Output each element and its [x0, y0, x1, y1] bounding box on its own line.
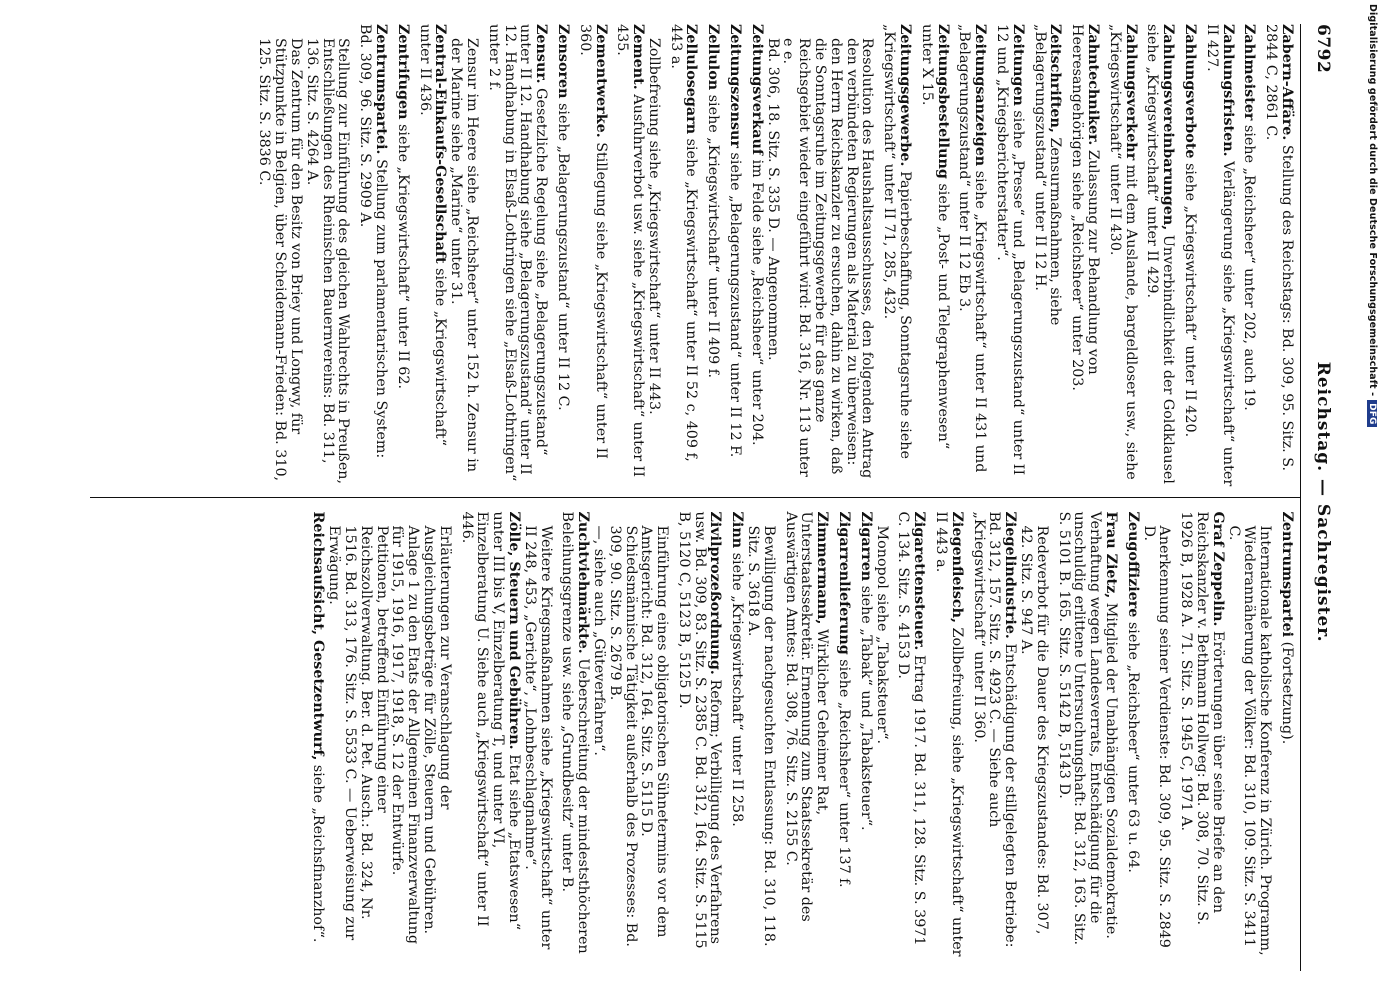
index-entry: [1124, 512, 1140, 962]
entry-heading: Zigarren: [857, 511, 874, 582]
entry-text: siehe „Presse“ und „Belagerungszustand“ unter II 12 und „Kriegsberichterstatter“.: [994, 24, 1026, 476]
entry-text: Wirklicher Geheimer Rat, Unterstaatssekretär. Ernennung zum Staatssekretär des Auswärtigen Amtes: Bd. 308, 76. Sitz. S. 2155 C.: [782, 511, 831, 922]
entry-text: Internationale katholische Konferenz in Zürich. Programm, Wiederannäherung der Völker: Bd. 310, 109. Sitz. S. 3411 C.: [1225, 525, 1274, 956]
index-entry: [675, 512, 722, 962]
entry-text: Gesetzliche Regelung siehe „Belagerungszustand“ unter II 12. Handhabung siehe „Belagerungszustand“ unter II 12. Handhabung in Elsaß-Lothringen siehe „Elsaß-Lothringen“ unter 2 f.: [485, 24, 550, 482]
index-entry: [970, 512, 1017, 962]
entry-heading: Zement.: [630, 24, 647, 90]
index-entry: [764, 38, 780, 487]
index-entry: [458, 512, 521, 962]
entry-heading: Zuchtviehmärkte.: [575, 511, 592, 654]
index-entry: [744, 526, 776, 962]
index-entry: [325, 526, 388, 962]
entry-heading: Graf Zeppelin.: [1209, 511, 1226, 627]
index-entry: [895, 512, 927, 962]
running-head: [1300, 24, 1333, 971]
index-entry: [1106, 24, 1138, 487]
entry-text: Petitionen, betreffend Einführung einer Reichszollverwaltung. Ber. d. Pet. Ausch.: Bd. 324, Nr. 1516. Bd. 313, 176. Sitz. S. 5533 C. — Ueberweisung zur Erwägung.: [326, 525, 390, 941]
entry-heading: Zellulon: [705, 24, 722, 91]
entry-text: Bewilligung der nachgesuchten Entlassung: Bd. 310, 118. Sitz. S. 3618 A.: [745, 525, 777, 947]
index-entry: [1140, 526, 1172, 962]
index-entry: [1278, 512, 1294, 962]
entry-text: siehe „Kriegswirtschaft“ unter II 431 und „Belagerungszustand“ unter II 12 Eb 3.: [956, 24, 989, 473]
entry-text: Entschädigung der stillgelegten Betriebe: Bd. 312, 157. Sitz. S. 4923 C. — Siehe auch „Kriegswirtschaft“ unter II 360.: [970, 511, 1019, 948]
entry-text: Erläuterungen zur Veranschlagung der Ausgleichungsbeträge für Zölle, Steuern und Gebühren. Anlage 1 zu den Etats der Allgemeinen Finanzverwaltung für 1915, 1916, 1917, 1918, S. 12 der Entwürfe.: [389, 525, 453, 944]
index-entry: [389, 526, 452, 962]
index-entry: [590, 526, 606, 962]
entry-heading: Zentrumspartei.: [372, 24, 389, 155]
entry-heading: Zeugoffiziere: [1124, 511, 1141, 618]
dfg-side-note: [1362, 4, 1382, 804]
entry-text: Einführung eines obligatorischen Sühnetermins vor dem Amtsgericht: Bd. 312, 164. Sitz. S. 5115 D.: [638, 525, 671, 938]
index-entry: [1241, 24, 1257, 487]
entry-heading: Zentrifugen: [394, 24, 411, 120]
entry-text: Stellung zur Einführung des gleichen Wahlrechts in Preußen, Entschließungen des Rheinischen Bauernvereins: Bd. 311, 136. Sitz. S. 4264 A.: [303, 38, 352, 485]
entry-text: Etat siehe „Etatswesen“ unter III bis V, Einzelberatung T, und unter VI, Einzelberatung U. Siehe auch „Kriegswirtschaft“ unter II 446.: [458, 511, 522, 931]
index-entry: [932, 512, 964, 962]
entry-heading: Zahlmeister: [1241, 24, 1258, 121]
entry-heading: Zensoren: [554, 24, 571, 99]
scanned-index-page: [65, 10, 1335, 985]
entry-text: Erörterungen über seine Briefe an den Reichskanzler v. Bethmann Hollweg: Bd. 308, 70. Sitz. S. 1926 B, 1928 A. 71. Sitz. S. 1945 C, 1971 A.: [1178, 511, 1226, 926]
entry-text: Stillegung siehe „Kriegswirtschaft“ unter II 360.: [576, 24, 609, 459]
entry-text: Mitglied der Unabhängigen Sozialdemokratie. Verhaftung wegen Landesverrats, Entschädigung für die unschuldig erlittene Untersuchungshaft: Bd. 312, 163. Sitz. S. 5101 B. 165. Sitz. S. 5142 B, 5143 D.: [1055, 511, 1120, 946]
entry-text: siehe „Reichsheer“ unter 137 f.: [836, 659, 853, 888]
entry-heading: Zivilprozeßordnung.: [707, 511, 724, 675]
entry-heading: Zahlungsverbote: [1182, 24, 1199, 159]
index-entry: [1068, 24, 1100, 487]
index-entry: [1225, 526, 1272, 962]
entry-text: Resolution des Haushaltsausschusses, den folgenden Antrag den verbündeten Regierungen als Material zu überweisen: den Herrn Reichskanzler zu ersuchen, dahin zu wirken, daß die Sonntagsruhe im Zeitungsgewerbe für das ganze Reichsgebiet wieder eingeführt wird: Bd. 316, Nr. 113 unter e e.: [780, 38, 876, 479]
entry-heading: Zellulosegarn: [683, 24, 700, 135]
entry-heading: Zahlungsverkehr: [1122, 24, 1139, 161]
running-head-title: Reichstag. — Sachregister.: [1313, 361, 1333, 643]
right-column: [90, 498, 1300, 972]
index-entry: [356, 24, 388, 487]
entry-heading: Zimmermann,: [814, 511, 831, 625]
entry-text: siehe „Post- und Telegraphenwesen“ unter X 15.: [918, 24, 951, 450]
index-entry: [956, 24, 988, 487]
index-entry: [447, 38, 479, 487]
side-note-text: Digitalisierung gefördert durch die Deutsche Forschungsgemeinschaft -: [1367, 4, 1378, 397]
entry-text: siehe „Belagerungszustand“ unter II 12 F.: [727, 152, 744, 458]
entry-heading: Zeitungsanzeigen: [972, 24, 989, 167]
entry-heading: Zinn: [729, 511, 746, 549]
entry-heading: Zentral-Einkaufs-Gesellschaft: [432, 24, 449, 264]
entry-text: Verlängerung siehe „Kriegswirtschaft“ unter II 427.: [1203, 24, 1236, 487]
index-entry: [705, 24, 721, 487]
index-entry: [638, 526, 670, 962]
entry-text: Zensurmaßnahmen, siehe „Belagerungszustand“ unter II 12 H.: [1031, 24, 1064, 326]
index-entry: [614, 24, 646, 487]
entry-text: Reform; Verbilligung des Verfahrens usw. Bd. 309, 83. Sitz. S. 2385 C. Bd. 312, 164. Sitz. S. 5115 B, 5120 C, 5123 B, 5125 D.: [675, 511, 724, 949]
index-entry: [993, 24, 1025, 487]
index-entry: [416, 24, 448, 487]
entry-heading: Zeitungsbestellung: [934, 24, 951, 179]
entry-text: siehe „Tabak“ und „Tabaksteuer“.: [857, 585, 874, 831]
index-entry: [554, 24, 570, 487]
entry-text: Zensur im Heere siehe „Reichsheer“ unter 152 h. Zensur in der Marine siehe „Marine“ unter 31.: [448, 38, 480, 473]
entry-text: Weitere Kriegsmaßnahmen siehe „Kriegswirtschaft“ unter II 248, 453, „Gerichte“, „Lohnbeschlagnahme“.: [521, 525, 554, 950]
entry-text: Zollbefreiung siehe „Kriegswirtschaft“ unter II 443.: [645, 38, 662, 415]
entry-text: Zulassung zur Behandlung von Heeresangehörigen siehe „Reichsheer“ unter 203.: [1069, 24, 1102, 391]
entry-text: siehe „Kriegswirtschaft“ unter II 62.: [394, 124, 411, 390]
entry-text: mit dem Auslande, bargeldloser usw., siehe „Kriegswirtschaft“ unter II 430.: [1106, 24, 1139, 480]
index-entry: [576, 24, 608, 487]
entry-text: Stellung des Reichstags: Bd. 309, 95. Sitz. S. 2844 C, 2861 C.: [1263, 24, 1295, 472]
entry-text: Schiedsmännische Tätigkeit außerhalb des Prozesses: Bd. 309, 90. Sitz. S. 2679 B.: [606, 525, 639, 947]
index-entry: [559, 512, 591, 962]
index-entry: [1181, 24, 1197, 487]
entry-text: Papierbeschaffung, Sonntagsruhe siehe „Kriegswirtschaft“ unter II 71, 285, 432.: [881, 24, 914, 459]
entry-heading: Reichsaufsicht, Gesetzentwurf,: [310, 511, 327, 761]
index-entry: [303, 38, 350, 487]
entry-heading: Zeitungen: [1009, 24, 1026, 106]
entry-heading: Ziegenfleisch,: [948, 511, 965, 623]
entry-heading: Zeitungsgewerbe.: [897, 24, 914, 167]
index-entry: [1203, 24, 1235, 487]
entry-text: Monopol siehe „Tabaksteuer“.: [873, 525, 890, 745]
index-entry: [606, 526, 638, 962]
entry-text: (Fortsetzung).: [1279, 641, 1295, 745]
entry-heading: Zeitungszensur: [727, 24, 744, 148]
entry-text: siehe „Kriegswirtschaft“ unter II 420.: [1182, 163, 1199, 438]
index-entry: [1177, 512, 1224, 962]
entry-text: siehe „Reichsheer“ unter 202, auch 19.: [1241, 125, 1258, 411]
entry-text: siehe „Reichsheer“ unter 63 u. 64.: [1124, 621, 1141, 873]
entry-heading: Zahlungsfristen.: [1219, 24, 1236, 157]
index-entry: [1031, 24, 1063, 487]
index-entry: [256, 38, 303, 487]
entry-text: siehe „Kriegswirtschaft“ unter II 409 f.: [705, 94, 722, 379]
dfg-logo: DFG: [1367, 400, 1377, 427]
entry-heading: Zigarettensteuer.: [911, 511, 928, 651]
entry-heading: Zahlungsvereinbarungen,: [1160, 24, 1177, 231]
entry-heading: Zensur.: [533, 24, 550, 84]
index-entry: [748, 24, 764, 487]
entry-text: Zollbefreiung, siehe „Kriegswirtschaft“ unter II 443 a.: [933, 511, 965, 957]
entry-text: im Felde siehe „Reichsheer“ unter 204.: [748, 159, 765, 446]
index-entry: [1055, 512, 1118, 962]
index-entry: [485, 24, 548, 487]
left-column: [90, 24, 1300, 498]
entry-text: Unverbindlichkeit der Goldklausel siehe „Kriegswirtschaft“ unter II 429.: [1144, 24, 1177, 484]
entry-text: siehe „Kriegswirtschaft“ unter II 52 c, 409 f, 443 a.: [667, 24, 700, 462]
index-entry: [1144, 24, 1176, 487]
entry-heading: Zahntechniker.: [1085, 24, 1102, 146]
index-entry: [1262, 24, 1294, 487]
index-entry: [782, 512, 829, 962]
index-entry: [394, 24, 410, 487]
entry-heading: Zentrumspartei: [1279, 511, 1295, 638]
index-entry: [521, 526, 553, 962]
index-entry: [857, 512, 873, 962]
index-entry: [918, 24, 950, 487]
entry-text: Stellung zum parlamentarischen System: Bd. 309, 96. Sitz. S. 2909 A.: [357, 24, 389, 459]
entry-heading: Zementwerke.: [592, 24, 609, 138]
entry-heading: Zölle, Steuern und Gebühren.: [505, 511, 522, 750]
index-entry: [835, 512, 851, 962]
entry-heading: Zigarrenlieferung: [836, 511, 853, 655]
index-columns: [90, 24, 1300, 971]
entry-text: Ertrag 1917. Bd. 311, 128. Sitz. S. 3971 C. 134. Sitz. S. 4153 D.: [895, 511, 928, 946]
entry-heading: Zabern-Affäre.: [1279, 24, 1295, 141]
page-number: 6792: [1313, 24, 1333, 74]
index-entry: [1017, 526, 1049, 962]
entry-text: Bd. 306, 18. Sitz. S. 335 D. — Angenommen.: [764, 38, 781, 361]
entry-text: Redeverbot für die Dauer des Kriegszustandes: Bd. 307, 42. Sitz. S. 947 A.: [1018, 525, 1050, 935]
entry-text: Anerkennung seiner Verdienste: Bd. 309, 95. Sitz. S. 2849 D.: [1140, 525, 1173, 948]
entry-text: Ausfuhrverbot usw. siehe „Kriegswirtschaft“ unter II 435.: [614, 24, 647, 477]
index-entry: [310, 512, 326, 962]
index-entry: [780, 38, 875, 487]
entry-heading: Zeitungsverkauf: [748, 24, 765, 156]
index-entry: [873, 526, 889, 962]
index-entry: [729, 512, 745, 962]
entry-heading: Frau Zietz,: [1103, 511, 1120, 599]
entry-heading: Zeitschriften,: [1047, 24, 1064, 133]
entry-text: siehe „Kriegswirtschaft“ unter II 436.: [416, 24, 449, 446]
index-entry: [880, 24, 912, 487]
entry-text: Das Zentrum für den Besitz von Briey und Longwy, für Stützpunkte in Belgien, über Scheidemann-Frieden: Bd. 310, 125. Sitz. S. 3836 C.: [256, 38, 304, 482]
entry-text: siehe „Kriegswirtschaft“ unter II 258.: [729, 552, 746, 827]
entry-text: —, siehe auch „Güteverfahren“.: [590, 525, 607, 756]
index-entry: [667, 24, 699, 487]
entry-heading: Ziegelindustrie.: [1002, 511, 1019, 639]
index-entry: [726, 24, 742, 487]
entry-text: siehe „Belagerungszustand“ unter II 12 C.: [554, 103, 571, 411]
index-entry: [645, 38, 661, 487]
entry-text: siehe „Reichsfinanzhof“.: [310, 764, 327, 943]
entry-text: Ueberschreitung der mindeststhöcheren Beleihungsgrenze usw. siehe „Grundbesitz“ unter B.: [559, 511, 592, 954]
